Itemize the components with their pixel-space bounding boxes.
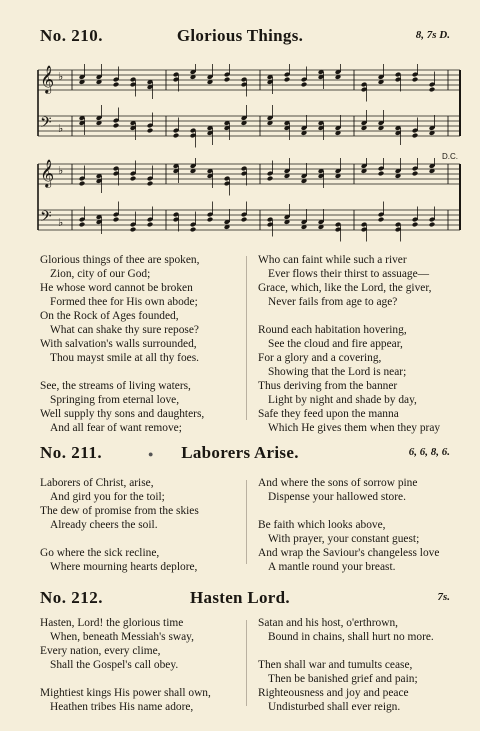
hymn-meter: 6, 6, 8, 6. — [408, 446, 450, 458]
hymn-210-left-column — [40, 253, 204, 435]
note-head — [147, 128, 154, 134]
verse-line: Glorious things of thee are spoken, — [40, 254, 200, 266]
verse-line: Never fails from age to age? — [268, 296, 398, 308]
note-head — [113, 217, 120, 223]
verse-line: Light by night and shade by day, — [268, 394, 417, 406]
note-head — [412, 77, 419, 83]
verse-line: A mantle round your breast. — [268, 561, 396, 573]
note-head — [267, 176, 274, 182]
verse-line: The dew of promise from the skies — [40, 505, 199, 517]
verse-line: Dispense your hallowed store. — [268, 491, 406, 503]
verse-line: Formed thee for His own abode; — [50, 296, 198, 308]
verse-line: Bound in chains, shall hurt no more. — [268, 631, 434, 643]
verse — [258, 518, 439, 574]
hymn-212-right-column — [258, 616, 434, 714]
note-head — [429, 222, 436, 228]
verse-line: Ever flows their thirst to assuage— — [268, 268, 430, 280]
note-head — [429, 87, 436, 93]
hymn-title: Hasten Lord. — [190, 588, 290, 607]
hymn-title: Laborers Arise. — [181, 443, 299, 462]
verse-line: Springing from eternal love, — [50, 394, 180, 406]
verse-line: See the cloud and fire appear, — [268, 338, 403, 350]
note-head — [113, 123, 120, 129]
note-head — [412, 222, 419, 228]
verse — [40, 379, 204, 435]
verse-line: Already cheers the soil. — [50, 519, 158, 531]
note-head — [147, 181, 154, 187]
note-head — [207, 217, 214, 223]
verse — [258, 616, 434, 644]
verse-line: Zion, city of our God; — [50, 268, 151, 280]
verse — [40, 686, 211, 714]
verse-line: Where mourning hearts deplore, — [50, 561, 198, 573]
note-head — [173, 133, 180, 139]
verse-line: And where the sons of sorrow pine — [258, 477, 418, 489]
hymn-number: No. 212. — [40, 588, 104, 607]
note-head — [378, 171, 385, 177]
verse-line: On the Rock of Ages founded, — [40, 310, 179, 322]
bullet-icon: ● — [148, 449, 154, 459]
verse-line: Then shall war and tumults cease, — [258, 659, 413, 671]
verse-line: Showing that the Lord is near; — [268, 366, 407, 378]
verse-line: Safe they feed upon the manna — [258, 408, 399, 420]
verse-line: Hasten, Lord! the glorious time — [40, 617, 184, 629]
verse-line: What can shake thy sure repose? — [50, 324, 199, 336]
verse — [40, 546, 199, 574]
note-head — [130, 227, 137, 233]
verse-line: Go where the sick recline, — [40, 547, 160, 559]
verse-line: With prayer, your constant guest; — [268, 533, 420, 545]
verse-line: When, beneath Messiah's sway, — [50, 631, 194, 643]
music-score-system-2 — [36, 152, 462, 246]
note-head — [130, 176, 137, 182]
verse-line: Who can faint while such a river — [258, 254, 407, 266]
note-head — [241, 217, 248, 223]
verse-line: Laborers of Christ, arise, — [40, 477, 154, 489]
verse-line: Which He gives them when they pray — [268, 422, 441, 434]
note-head — [412, 171, 419, 177]
verse-line: Heathen tribes His name adore, — [50, 701, 194, 713]
hymn-212-left-column — [40, 616, 211, 714]
verse-line: See, the streams of living waters, — [40, 380, 191, 392]
verse-line: Well supply thy sons and daughters, — [40, 408, 205, 420]
verse-line: Round each habitation hovering, — [258, 324, 407, 336]
verse-line: Undisturbed shall ever reign. — [268, 701, 401, 713]
verse-line: With salvation's walls surrounded, — [40, 338, 197, 350]
verse-line: And wrap the Saviour's changeless love — [258, 547, 440, 559]
hymn-211-left-column — [40, 476, 199, 574]
verse — [40, 253, 204, 365]
treble-clef-icon: 𝄞 — [40, 65, 55, 93]
hymn-211-right-column — [258, 476, 439, 574]
hymn-210-right-column — [258, 253, 440, 435]
column-divider — [246, 620, 247, 706]
column-divider — [246, 480, 247, 564]
verse-line: And all fear of want remove; — [50, 422, 182, 434]
verse-line: Mightiest kings His power shall own, — [40, 687, 211, 699]
verse-line: Thou mayst smile at all thy foes. — [50, 352, 200, 364]
verse — [40, 616, 211, 672]
hymn-211-header — [0, 443, 480, 467]
hymn-210-header — [0, 26, 480, 50]
verse-line: Then be banished grief and pain; — [268, 673, 418, 685]
note-head — [378, 217, 385, 223]
bass-clef-icon: 𝄢 — [40, 114, 52, 135]
hymn-212-header — [0, 588, 480, 612]
note-head — [79, 222, 86, 228]
verse-line: Be faith which looks above, — [258, 519, 386, 531]
verse-line: For a glory and a covering, — [258, 352, 382, 364]
note-head — [147, 222, 154, 228]
hymn-title: Glorious Things. — [176, 26, 304, 45]
verse-line: Thus deriving from the banner — [258, 380, 398, 392]
verse — [258, 253, 440, 309]
note-head — [224, 77, 231, 83]
hymn-number: No. 210. — [40, 26, 104, 45]
hymn-number: No. 211. — [40, 443, 103, 462]
note-head — [113, 82, 120, 88]
verse-line: Righteousness and joy and peace — [258, 687, 409, 699]
verse — [258, 658, 434, 714]
verse-line: Shall the Gospel's call obey. — [50, 659, 179, 671]
verse — [258, 476, 439, 504]
column-divider — [246, 256, 247, 420]
note-head — [412, 133, 419, 139]
verse — [258, 323, 440, 435]
verse-line: And gird you for the toil; — [50, 491, 165, 503]
flat-icon: ♭ — [58, 164, 64, 177]
note-head — [190, 227, 197, 233]
note-head — [301, 82, 308, 88]
note-head — [79, 181, 86, 187]
hymn-meter: 7s. — [437, 591, 450, 603]
note-head — [284, 77, 291, 83]
flat-icon: ♭ — [58, 216, 64, 229]
hymn-meter: 8, 7s D. — [415, 29, 450, 41]
verse-line: Every nation, every clime, — [40, 645, 161, 657]
music-score-system-1 — [36, 64, 462, 152]
verse-line: Satan and his host, o'erthrown, — [258, 617, 398, 629]
verse — [40, 476, 199, 532]
verse-line: He whose word cannot be broken — [40, 282, 193, 294]
da-capo-marking: D.C. — [442, 152, 458, 161]
flat-icon: ♭ — [58, 122, 64, 135]
treble-clef-icon: 𝄞 — [40, 159, 55, 187]
verse-line: Grace, which, like the Lord, the giver, — [258, 282, 432, 294]
flat-icon: ♭ — [58, 70, 64, 83]
bass-clef-icon: 𝄢 — [40, 208, 52, 229]
